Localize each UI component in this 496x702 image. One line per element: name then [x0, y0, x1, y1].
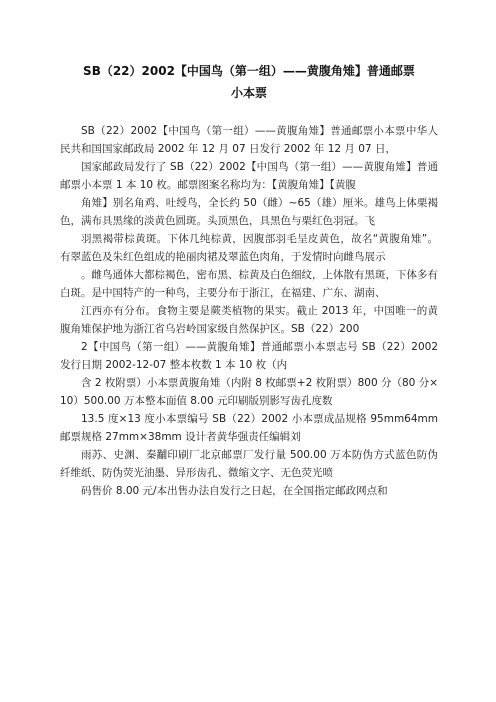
paragraph: 角雉】别名角鸡、吐绶鸟，全长约 50（雌）~65（雄）厘米。雄鸟上体栗褐色，满布具黑缘的淡黄色圆斑。头顶黑色，具黑色与栗红色羽冠。飞 — [60, 197, 438, 227]
document-page — [60, 60, 438, 500]
document-title — [60, 60, 438, 104]
paragraph: 国家邮政局发行了 SB（22）2002【中国鸟（第一组）——黄腹角雉】普通邮票小本票 1 本 10 枚。邮票图案名称均为：【黄腹角雉】【黄腹 — [60, 161, 438, 191]
paragraph: 13.5 度×13 度小本票编号 SB（22）2002 小本票成品规格 95mm64mm 邮票规格 27mm×38mm 设计者黄华强责任编辑刘 — [60, 413, 438, 443]
title-line-1: SB（22）2002【中国鸟（第一组）——黄腹角雉】普通邮票 — [83, 64, 415, 78]
paragraph: 江西亦有分布。食物主要是蕨类植物的果实。截止 2013 年，中国唯一的黄腹角雉保护地为浙江省乌岩岭国家级自然保护区。SB（22）200 — [60, 305, 438, 335]
paragraph: 码售价 8.00 元/本出售办法自发行之日起，在全国指定邮政网点和 — [81, 485, 388, 497]
title-line-2: 小本票 — [230, 86, 267, 100]
paragraph: 含 2 枚附票）小本票黄腹角雉（内附 8 枚邮票+2 枚附票）800 分（80 分×10）500.00 万本整本面值 8.00 元印刷版别影写齿孔度数 — [60, 377, 438, 407]
paragraph: 羽黑褐带棕黄斑。下体几纯棕黄，因腹部羽毛呈皮黄色，故名“黄腹角雉”。有翠蓝色及朱红色组成的艳丽肉裙及翠蓝色肉角，于发情时向雌鸟展示 — [60, 233, 438, 263]
paragraph: 2【中国鸟（第一组）——黄腹角雉】普通邮票小本票志号 SB（22）2002 发行日期 2002-12-07 整本枚数 1 本 10 枚（内 — [60, 341, 438, 371]
paragraph: 雨苏、史渊、秦黼印刷厂北京邮票厂发行量 500.00 万本防伪方式蓝色防伪纤维纸、防伪荧光油墨、异形齿孔、微缩文字、无色荧光喷 — [60, 449, 438, 479]
paragraph: 。雌鸟通体大都棕褐色，密布黑、棕黄及白色细纹，上体散有黑斑，下体多有白斑。是中国特产的一种鸟，主要分布于浙江，在福建、广东、湖南、 — [60, 269, 438, 299]
paragraph: SB（22）2002【中国鸟（第一组）——黄腹角雉】普通邮票小本票中华人民共和国国家邮政局 2002 年 12 月 07 日发行 2002 年 12 月 07 日， — [60, 125, 438, 155]
